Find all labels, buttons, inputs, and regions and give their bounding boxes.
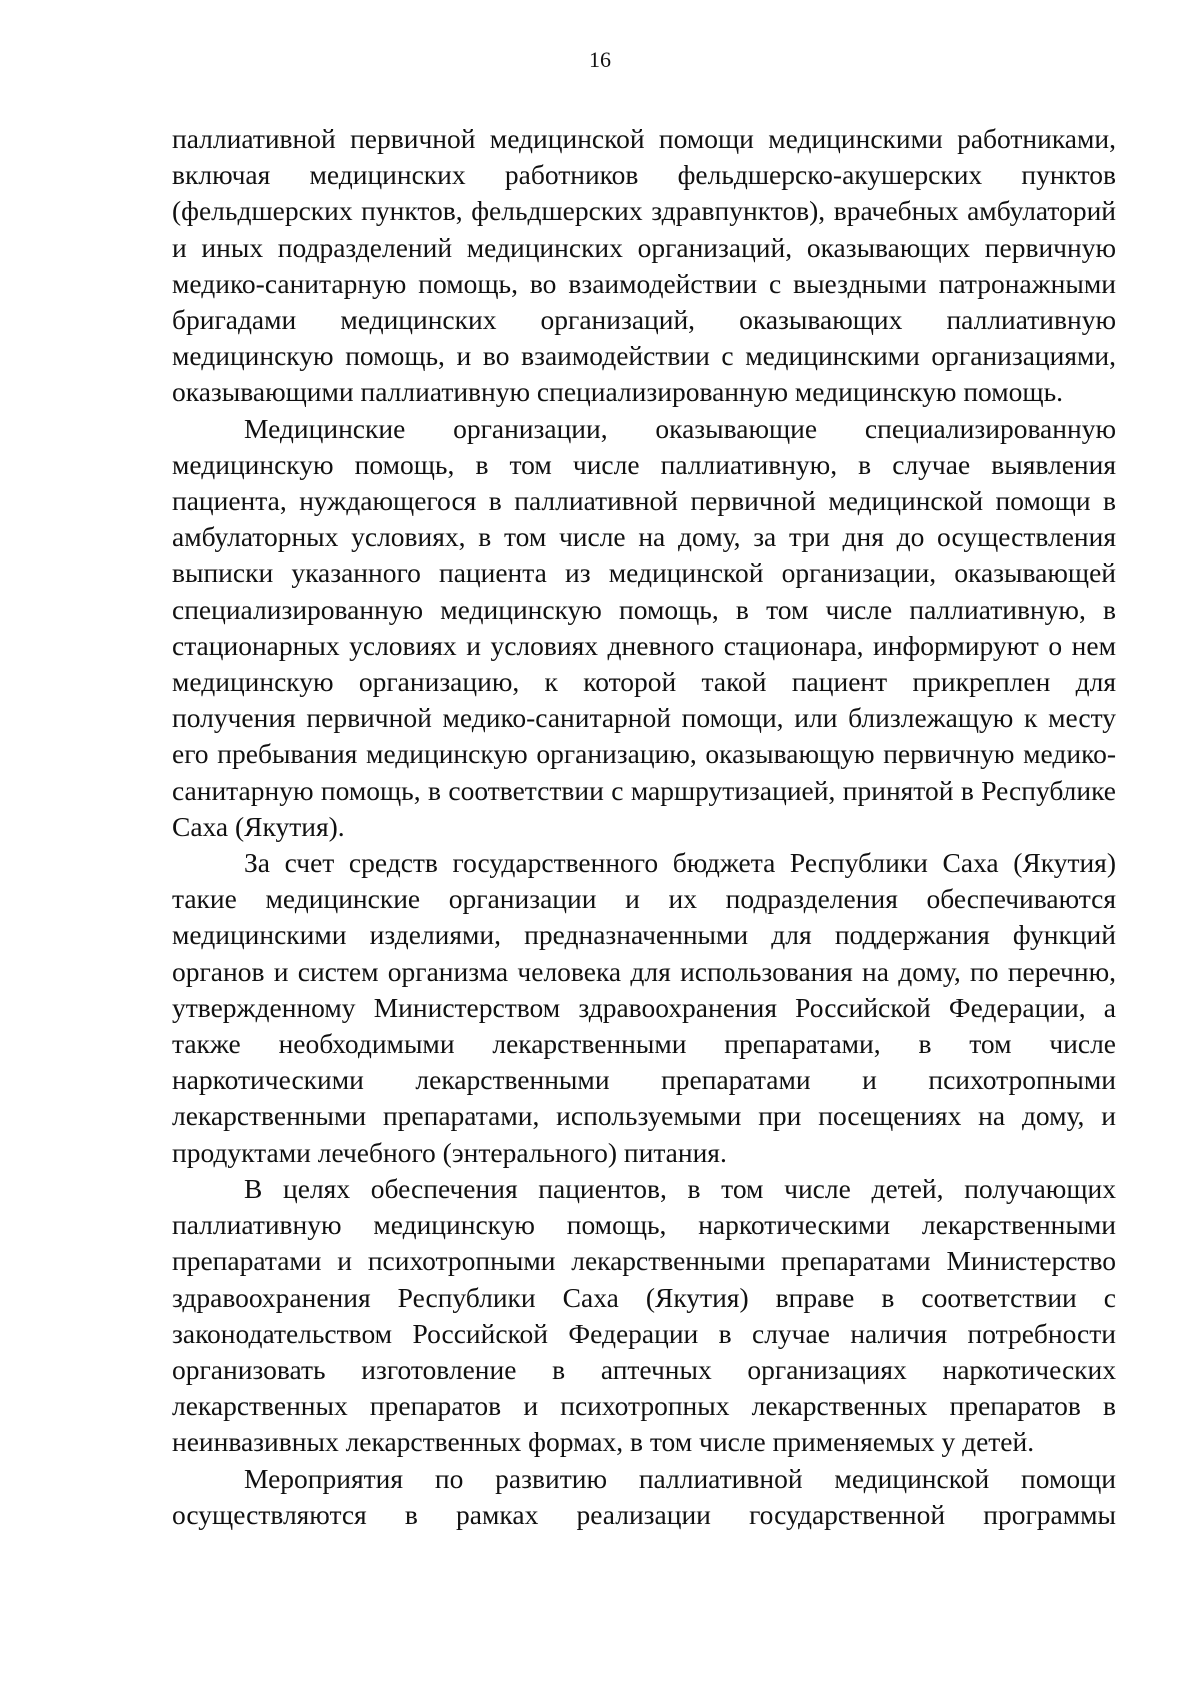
paragraph-2: Медицинские организации, оказывающие специализированную медицинскую помощь, в том числе паллиативную, в случае выявления пациента, нуждающегося в паллиативной первичной медицинской помощи в амбулаторных условиях, в том числе на дому, за три дня до осуществления выписки указанного пациента из медицинской организации, оказывающей специализированную медицинскую помощь, в том числе паллиативную, в стационарных условиях и условиях дневного стационара, информируют о нем медицинскую организацию, к которой такой пациент прикреплен для получения первичной медико-санитарной помощи, или близлежащую к месту его пребывания медицинскую организацию, оказывающую первичную медико-санитарную помощь, в соответствии с маршрутизацией, принятой в Республике Саха (Якутия). xyxy=(172,412,1116,842)
document-body xyxy=(172,121,1116,1533)
paragraph-3: За счет средств государственного бюджета Республики Саха (Якутия) такие медицинские организации и их подразделения обеспечиваются медицинскими изделиями, предназначенными для поддержания функций органов и систем организма человека для использования на дому, по перечню, утвержденному Министерством здравоохранения Российской Федерации, а также необходимыми лекарственными препаратами, в том числе наркотическими лекарственными препаратами и психотропными лекарственными препаратами, используемыми при посещениях на дому, и продуктами лечебного (энтерального) питания. xyxy=(172,847,1116,1168)
page-number: 16 xyxy=(589,47,611,72)
paragraph-4: В целях обеспечения пациентов, в том числе детей, получающих паллиативную медицинскую помощь, наркотическими лекарственными препаратами и психотропными лекарственными препаратами Министерство здравоохранения Республики Саха (Якутия) вправе в соответствии с законодательством Российской Федерации в случае наличия потребности организовать изготовление в аптечных организациях наркотических лекарственных препаратов и психотропных лекарственных препаратов в неинвазивных лекарственных формах, в том числе применяемых у детей. xyxy=(172,1172,1116,1458)
paragraph-1: паллиативной первичной медицинской помощи медицинскими работниками, включая медицинских работников фельдшерско-акушерских пунктов (фельдшерских пунктов, фельдшерских здравпунктов), врачебных амбулаторий и иных подразделений медицинских организаций, оказывающих первичную медико-санитарную помощь, во взаимодействии с выездными патронажными бригадами медицинских организаций, оказывающих паллиативную медицинскую помощь, и во взаимодействии с медицинскими организациями, оказывающими паллиативную специализированную медицинскую помощь. xyxy=(172,123,1116,408)
paragraph-5: Мероприятия по развитию паллиативной медицинской помощи осуществляются в рамках реализации государственной программы xyxy=(172,1462,1116,1530)
